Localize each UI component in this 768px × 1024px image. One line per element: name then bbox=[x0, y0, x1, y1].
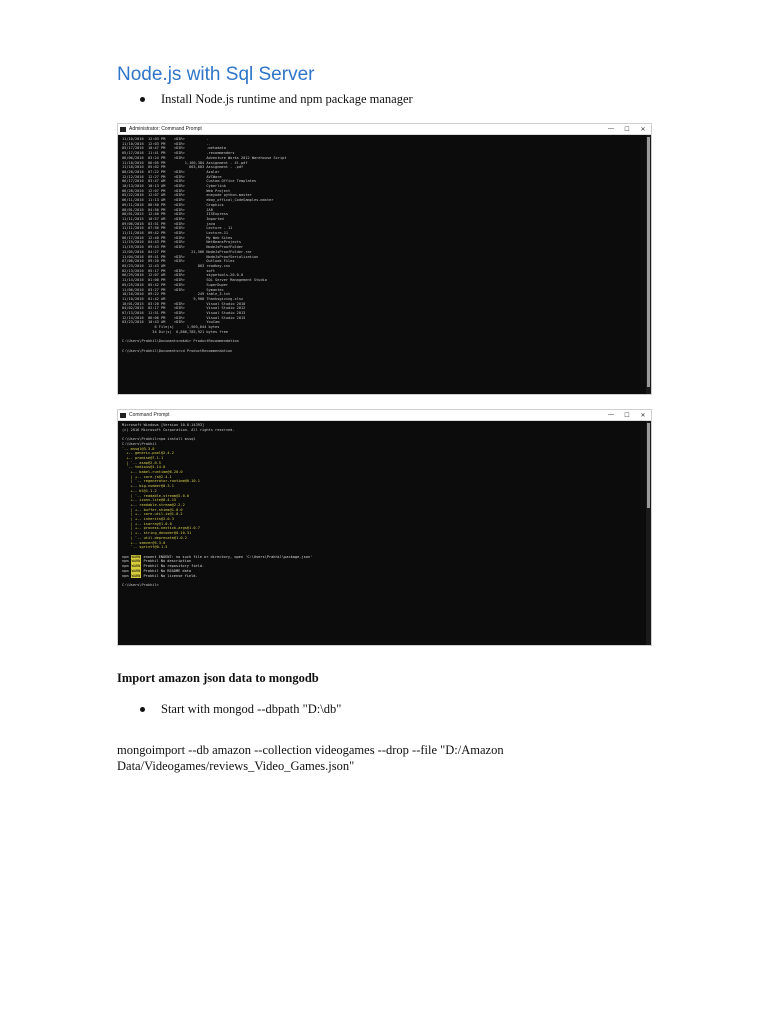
terminal-line: 11/10/2016 01:42 AM 9,900 Thanksgiving.xlsx bbox=[122, 296, 244, 301]
page-title: Node.js with Sql Server bbox=[117, 64, 315, 85]
terminal-line: 05/17/2016 11:41 PM <DIR> .recommenders bbox=[122, 151, 235, 156]
terminal-line: 11/06/2016 03:27 PM <DIR> Symantec bbox=[122, 287, 224, 292]
terminal-line: 34 Dir(s) 6,886,785,921 bytes free bbox=[122, 329, 229, 334]
terminal-line: 11/19/2016 04:43 PM <DIR> NetBeansProjects bbox=[122, 240, 241, 245]
terminal-line: 06/29/2016 12:07 AM <DIR> skypetools-20.0.0 bbox=[122, 273, 244, 278]
npm-tree-line: | `-- regenerator-runtime@0.10.1 bbox=[122, 479, 200, 484]
npm-tree-line: | +-- inherits@2.0.3 bbox=[122, 517, 174, 522]
warn-badge: WARN bbox=[131, 573, 141, 578]
terminal-line: 05/23/2016 12:43 AM 803 readkey.csv bbox=[122, 263, 231, 268]
terminal-output bbox=[118, 135, 651, 355]
npm-tree-line: +-- readable-stream@2.2.2 bbox=[122, 502, 185, 507]
cmd-app-icon bbox=[120, 127, 126, 132]
window-title: Administrator: Command Prompt bbox=[129, 126, 202, 132]
command-prompt-window bbox=[117, 409, 652, 646]
bullet-dot-icon bbox=[140, 97, 145, 102]
bullet-item-mongod bbox=[140, 702, 341, 717]
terminal-line: 11/10/2016 12:03 PM <DIR> . bbox=[122, 137, 209, 141]
npm-tree-line: +-- big-number@0.3.1 bbox=[122, 484, 174, 489]
minimize-icon: — bbox=[608, 126, 614, 132]
terminal-line: 04/02/2015 02:17 PM <DIR> Visual Studio 2012 bbox=[122, 306, 246, 311]
scrollbar bbox=[646, 135, 651, 394]
terminal-line: 08/28/2016 07:22 PM <DIR> Azalar bbox=[122, 169, 220, 174]
terminal-line: 05/25/2016 05:42 PM <DIR> SuperDuper bbox=[122, 282, 229, 287]
scrollbar-thumb bbox=[647, 137, 650, 387]
npm-tree-line: | +-- core-js@2.4.1 bbox=[122, 474, 172, 479]
warn-badge: WARN bbox=[131, 568, 141, 573]
terminal-line: 11/04/2016 09:41 PM <DIR> NodeJsProofSerialization bbox=[122, 254, 259, 259]
close-icon: ✕ bbox=[640, 126, 646, 133]
terminal-line: 11/11/2015 10:57 AM <DIR> Imported bbox=[122, 216, 224, 221]
terminal-line: C:\Users\Prakhil bbox=[122, 441, 157, 446]
npm-tree-line: | `-- asap@2.0.5 bbox=[122, 460, 161, 465]
warn-text: Prakhil No license field. bbox=[141, 573, 198, 578]
terminal-line: C:\Users\Prakhil>npm install mssql bbox=[122, 437, 196, 442]
npm-tree-line: | +-- process-nextick-args@1.0.7 bbox=[122, 526, 200, 531]
terminal-line: (c) 2016 Microsoft Corporation. All rights reserved. bbox=[122, 427, 235, 432]
terminal-line: 08/01/2016 04:56 PM <DIR> JAR bbox=[122, 207, 213, 212]
terminal-line: 06/17/2016 03:47 AM <DIR> Custom Office Templates bbox=[122, 179, 257, 184]
window-titlebar bbox=[118, 124, 651, 135]
npm-tree-line: `-- mssql@3.3.0 bbox=[122, 446, 155, 451]
terminal-line: 11/11/2016 07:56 PM <DIR> Lecture - 11 bbox=[122, 226, 233, 231]
terminal-line: 11/11/2016 09:42 PM <DIR> Lecture-11 bbox=[122, 231, 229, 236]
terminal-line: 06/17/2016 12:40 PM <DIR> My Web Sites bbox=[122, 235, 233, 240]
npm-tree-line: +-- iconv-lite@0.4.15 bbox=[122, 498, 177, 503]
warn-badge: WARN bbox=[131, 564, 141, 569]
npm-tree-line: +-- semver@5.3.0 bbox=[122, 540, 166, 545]
terminal-line: 10/13/2016 10:13 AM <DIR> Cyberlink bbox=[122, 184, 226, 189]
terminal-line: 02/13/2016 05:17 PM <DIR> soft bbox=[122, 268, 216, 273]
warn-badge: WARN bbox=[131, 554, 141, 559]
section-heading: Import amazon json data to mongodb bbox=[117, 671, 319, 685]
terminal-line: Microsoft Windows [Version 10.0.14393] bbox=[122, 423, 205, 427]
bullet-text: Install Node.js runtime and npm package manager bbox=[161, 92, 413, 106]
scrollbar-thumb bbox=[647, 423, 650, 508]
npm-tree-line: `-- sprintf@0.1.5 bbox=[122, 545, 168, 550]
npm-tree-line: +-- bl@1.1.2 bbox=[122, 488, 157, 493]
terminal-line: C:\Users\Prakhil\Documents>mkdir ProductRecommendation bbox=[122, 339, 239, 344]
minimize-icon: — bbox=[608, 412, 614, 418]
npm-tree-line: | +-- string_decoder@0.10.31 bbox=[122, 531, 192, 536]
terminal-line: 10/16/2016 09:22 PM 249 table_3.txt bbox=[122, 292, 231, 297]
warn-badge: WARN bbox=[131, 559, 141, 564]
terminal-line: 06/06/2016 03:24 PM <DIR> Adventure Works 2012 Warehouse Script bbox=[122, 155, 287, 160]
terminal-prompt: C:\Users\Prakhil> bbox=[122, 582, 159, 587]
npm-tree-line: | `-- util-deprecate@1.0.2 bbox=[122, 535, 187, 540]
npm-prefix: npm bbox=[122, 559, 131, 564]
npm-tree-line: `-- tedious@1.14.0 bbox=[122, 465, 166, 470]
npm-tree-line: | +-- buffer-shims@1.0.0 bbox=[122, 507, 183, 512]
terminal-line: 05/22/2016 12:07 AM <DIR> eneyode python-master bbox=[122, 193, 252, 198]
close-icon: ✕ bbox=[640, 412, 646, 419]
maximize-icon: ☐ bbox=[624, 412, 630, 419]
terminal-line: 07/13/2016 11:51 PM <DIR> Visual Studio 2013 bbox=[122, 311, 246, 316]
terminal-line: 10/01/2015 03:20 PM <DIR> Visual Studio 2010 bbox=[122, 301, 246, 306]
terminal-line: 12/05/2016 04:27 PM 21,566 NodeJsProofFolder.rar bbox=[122, 249, 252, 254]
terminal-line: 11/10/2016 12:03 PM <DIR> .. bbox=[122, 141, 211, 146]
window-titlebar bbox=[118, 410, 651, 421]
terminal-output bbox=[118, 421, 651, 590]
terminal-line: 07/06/2016 09:20 PM <DIR> Outlook Files bbox=[122, 259, 235, 264]
cmd-app-icon bbox=[120, 413, 126, 418]
npm-tree-line: +-- promise@7.1.1 bbox=[122, 455, 164, 460]
terminal-line: C:\Users\Prakhil\Documents>cd ProductRecommendation bbox=[122, 348, 233, 353]
npm-tree-line: | `-- readable-stream@2.0.6 bbox=[122, 493, 190, 498]
npm-tree-line: | +-- isarray@1.0.0 bbox=[122, 521, 172, 526]
scrollbar bbox=[646, 421, 651, 645]
terminal-line: 03/23/2016 10:43 AM <DIR> YouCam bbox=[122, 320, 220, 325]
warn-text: Prakhil No README data bbox=[141, 568, 192, 573]
terminal-line: 05/17/2016 10:47 PM <DIR> .metadata bbox=[122, 146, 226, 151]
terminal-line: 09/06/2016 03:51 PM <DIR> java bbox=[122, 221, 216, 226]
terminal-line: 11/14/2016 01:00 PM <DIR> SQL Server Management Studio bbox=[122, 278, 267, 283]
warn-text: enoent ENOENT: no such file or directory, open 'C:\Users\Prakhil\package.json' bbox=[141, 554, 313, 559]
bullet-item-install bbox=[140, 92, 413, 107]
terminal-line: 06/11/2016 11:13 AM <DIR> ebay_offical_CodeSamples-master bbox=[122, 198, 274, 203]
mongoimport-command: mongoimport --db amazon --collection videogames --drop --file "D:/Amazon Data/Videogames/reviews_Video_Games.json" bbox=[117, 743, 504, 773]
terminal-line: 12/14/2016 06:06 PM <DIR> Visual Studio 2015 bbox=[122, 315, 246, 320]
terminal-line: 12/12/2016 12:27 PM <DIR> AVCWare bbox=[122, 174, 222, 179]
terminal-line: 11/18/2016 06:05 PM 1,160,384 Assignment - 4l.pdf bbox=[122, 160, 248, 165]
terminal-line: 08/01/2015 12:40 PM <DIR> IISExpress bbox=[122, 212, 229, 217]
npm-tree-line: | +-- core-util-is@1.0.2 bbox=[122, 512, 183, 517]
warn-text: Prakhil No repository field. bbox=[141, 564, 205, 569]
maximize-icon: ☐ bbox=[624, 126, 630, 133]
warn-text: Prakhil No description bbox=[141, 559, 192, 564]
npm-prefix: npm bbox=[122, 564, 131, 569]
npm-tree-line: +-- generic-pool@2.4.2 bbox=[122, 451, 174, 456]
npm-tree-line: +-- babel-runtime@6.20.0 bbox=[122, 470, 183, 475]
terminal-line: 09/11/2016 08:50 PM <DIR> Graphics bbox=[122, 202, 224, 207]
terminal-line: 11/18/2016 05:02 PM 663,603 Assignment - .pdf bbox=[122, 165, 244, 170]
npm-prefix: npm bbox=[122, 573, 131, 578]
window-title: Command Prompt bbox=[129, 412, 170, 418]
bullet-dot-icon bbox=[140, 707, 145, 712]
bullet-text: Start with mongod --dbpath "D:\db" bbox=[161, 702, 342, 716]
admin-command-prompt-window bbox=[117, 123, 652, 395]
terminal-line: 6 File(s) 1,905,644 bytes bbox=[122, 325, 220, 330]
terminal-line: 11/19/2016 09:43 PM <DIR> NodeJsProofFolder bbox=[122, 245, 244, 250]
terminal-line: 06/28/2016 12:07 PM <DIR> Web Project bbox=[122, 188, 231, 193]
npm-prefix: npm bbox=[122, 554, 131, 559]
npm-prefix: npm bbox=[122, 568, 131, 573]
